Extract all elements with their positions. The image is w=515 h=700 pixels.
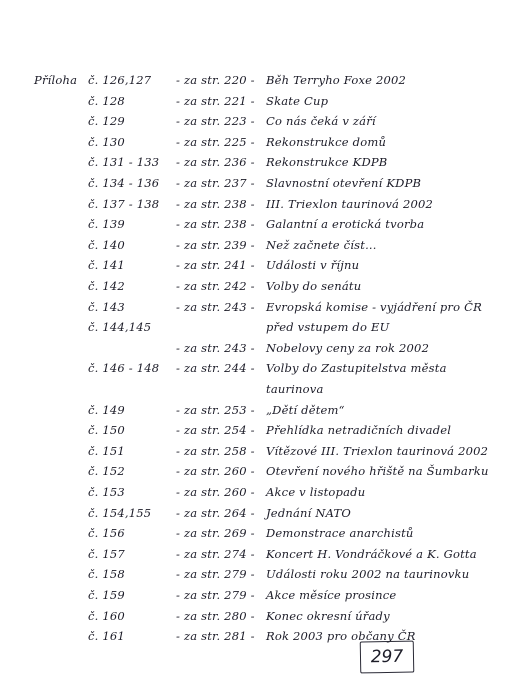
list-item [0,420,515,440]
attachment-description: „Dětí dětem“ [266,402,345,417]
attachment-number: č. 151 [88,443,125,458]
page-reference: - za str. 280 - [176,608,255,623]
page-reference: - za str. 279 - [176,588,255,602]
attachment-number: č. 160 [88,608,125,623]
attachment-number: č. 126,127 [88,73,152,87]
page-reference: - za str. 236 - [176,155,255,170]
attachment-description: Jednání NATO [266,505,352,520]
list-item [0,461,515,481]
attachment-number: č. 152 [88,464,125,479]
list-item [0,482,515,502]
page-reference: - za str. 279 - [176,567,255,582]
attachment-description: Než začnete číst... [266,237,377,252]
page-reference: - za str. 260 - [176,485,255,499]
attachment-description: Konec okresní úřady [266,608,390,623]
attachment-description: Slavnostní otevření KDPB [266,176,422,190]
attachment-description: Evropská komise - vyjádření pro ČR [266,299,482,314]
attachment-description: Otevření nového hřiště na Šumbarku [266,464,489,479]
list-item [0,544,515,564]
attachment-number: č. 128 [88,93,125,108]
list-item [0,235,515,255]
attachment-description: Události v říjnu [266,258,360,273]
list-item [0,297,515,317]
attachment-description: Nobelovy ceny za rok 2002 [266,340,430,355]
list-item [0,606,515,626]
attachment-number: č. 131 - 133 [88,155,160,170]
list-item [0,503,515,523]
list-item [0,317,515,337]
list-item [0,91,515,111]
entry-prefix: Příloha [34,73,78,87]
list-item [0,276,515,296]
list-item [0,111,515,131]
attachment-description: Rok 2003 pro občany ČR [266,629,416,644]
list-item [0,564,515,584]
attachment-number: č. 153 [88,485,125,499]
attachment-description: Akce v listopadu [266,485,366,499]
list-item [0,70,515,90]
attachment-number: č. 134 - 136 [88,176,160,190]
page-reference: - za str. 260 - [176,464,255,479]
list-item [0,194,515,214]
list-item [0,173,515,193]
page-reference: - za str. 244 - [176,361,255,376]
page-reference: - za str. 243 - [176,340,255,355]
page-reference: - za str. 254 - [176,423,255,438]
page-reference: - za str. 237 - [176,176,255,190]
attachment-number: č. 158 [88,567,125,582]
page-reference: - za str. 281 - [176,629,255,644]
list-item [0,379,515,399]
page-reference: - za str. 274 - [176,546,255,561]
attachment-number: č. 140 [88,237,125,252]
attachment-description: Demonstrace anarchistů [266,526,414,541]
list-item [0,358,515,378]
attachment-number: č. 141 [88,258,125,273]
attachment-number: č. 149 [88,402,125,417]
attachment-description: Volby do senátu [266,279,362,293]
attachment-number: č. 150 [88,423,125,438]
list-item [0,523,515,543]
page-reference: - za str. 241 - [176,258,255,273]
list-item [0,626,515,646]
attachment-description: Galantní a erotická tvorba [266,217,425,232]
list-item [0,214,515,234]
list-item [0,152,515,172]
attachment-number: č. 154,155 [88,505,152,520]
list-item [0,400,515,420]
page-reference: - za str. 220 - [176,73,255,87]
attachment-description: Běh Terryho Foxe 2002 [266,73,407,87]
attachment-description: Rekonstrukce domů [266,134,387,149]
attachment-description: Co nás čeká v září [266,114,376,129]
attachment-number: č. 137 - 138 [88,196,160,211]
attachment-number: č. 129 [88,114,125,129]
attachment-description: Skate Cup [266,93,329,108]
attachment-description: Přehlídka netradičních divadel [266,423,452,438]
page-reference: - za str. 242 - [176,279,255,293]
attachment-description: taurinova [266,382,324,396]
attachment-number: č. 142 [88,279,125,293]
attachment-number: č. 161 [88,629,125,644]
page-number-stamp: 297 [360,641,415,674]
page-reference: - za str. 264 - [176,505,255,520]
page-reference: - za str. 239 - [176,237,255,252]
attachment-number: č. 130 [88,134,125,149]
page-reference: - za str. 238 - [176,196,255,211]
attachment-description: Volby do Zastupitelstva města [266,361,447,376]
page-reference: - za str. 253 - [176,402,255,417]
attachment-description: před vstupem do EU [266,320,390,335]
list-item [0,441,515,461]
page-reference: - za str. 258 - [176,443,255,458]
page-reference: - za str. 269 - [176,526,255,541]
attachment-number: č. 157 [88,546,125,561]
attachment-description: Vítězové III. Triexlon taurinová 2002 [266,443,489,458]
list-item [0,132,515,152]
attachment-description: Události roku 2002 na taurinovku [266,567,470,582]
page-reference: - za str. 223 - [176,114,255,129]
attachment-number: č. 159 [88,588,125,602]
page-reference: - za str. 225 - [176,134,255,149]
attachment-number: č. 146 - 148 [88,361,160,376]
attachment-description: Koncert H. Vondráčkové a K. Gotta [266,546,477,561]
page-reference: - za str. 243 - [176,299,255,314]
attachment-description: Rekonstrukce KDPB [266,155,388,170]
attachment-description: Akce měsíce prosince [266,588,397,602]
attachment-number: č. 144,145 [88,320,152,335]
list-item [0,255,515,275]
page-reference: - za str. 238 - [176,217,255,232]
attachment-description: III. Triexlon taurinová 2002 [266,196,434,211]
attachment-number: č. 156 [88,526,125,541]
list-item [0,585,515,605]
list-item [0,338,515,358]
attachment-number: č. 143 [88,299,125,314]
attachment-number: č. 139 [88,217,125,232]
page-reference: - za str. 221 - [176,93,255,108]
